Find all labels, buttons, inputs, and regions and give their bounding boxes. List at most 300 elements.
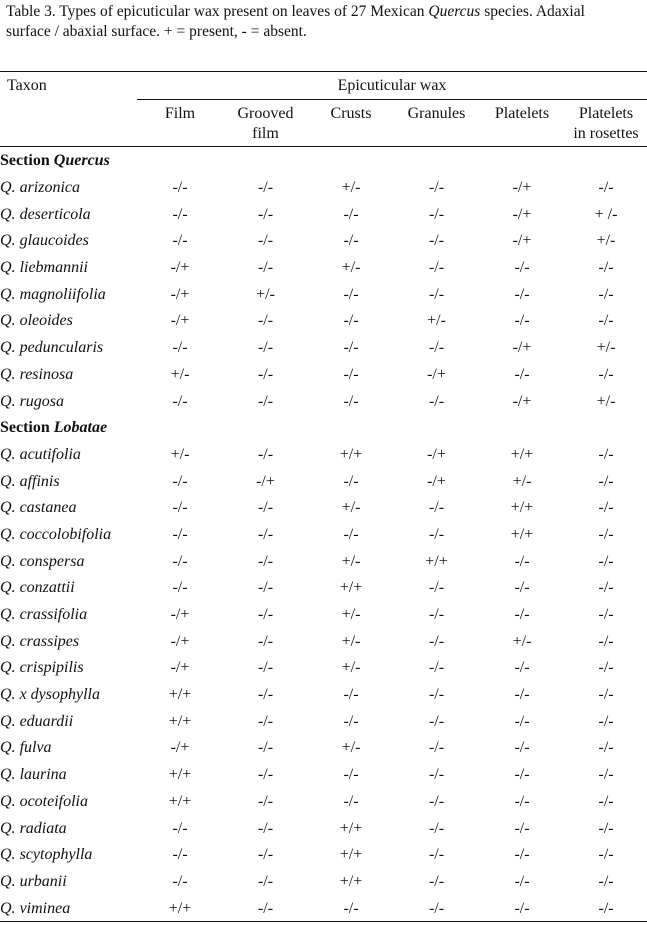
- taxon-genus: Q.: [0, 312, 16, 330]
- taxon-cell: [0, 388, 137, 415]
- table-row: [0, 281, 647, 308]
- value-cell: -/-: [598, 179, 614, 197]
- value-cell: -/-: [257, 766, 274, 784]
- table-row: [0, 628, 647, 655]
- value-cell: -/-: [343, 712, 359, 730]
- value-cell: +/-: [596, 339, 616, 357]
- epicuticular-wax-header: Epicuticular wax: [337, 77, 447, 94]
- value-cell: -/-: [172, 339, 188, 357]
- table-row: [0, 602, 647, 629]
- value-cell: -/-: [428, 579, 445, 597]
- column-header-granules: [394, 104, 479, 124]
- table-row: [0, 175, 647, 202]
- table-row: [0, 655, 647, 682]
- value-cell: -/-: [598, 686, 614, 704]
- value-cell: +/-: [341, 179, 361, 197]
- value-cell: +/-: [341, 739, 361, 757]
- table-row: [0, 495, 647, 522]
- column-header-line: Granules: [407, 105, 466, 122]
- taxon-genus: Q.: [0, 552, 16, 570]
- taxon-genus: Q.: [0, 579, 16, 597]
- value-cell: -/-: [428, 259, 445, 277]
- value-cell: -/-: [514, 659, 530, 677]
- taxon-genus: Q.: [0, 872, 16, 890]
- value-cell: -/-: [514, 312, 530, 330]
- value-cell: +/+: [168, 712, 192, 730]
- column-header-line: film: [252, 125, 279, 142]
- taxon-species: conspersa: [19, 552, 85, 570]
- table-row: [0, 308, 647, 335]
- taxon-genus: Q.: [0, 819, 16, 837]
- taxon-species: crassifolia: [19, 606, 88, 624]
- value-cell: -/-: [343, 205, 359, 223]
- table-row: [0, 575, 647, 602]
- taxon-cell: [0, 735, 137, 762]
- value-cell: -/-: [343, 899, 359, 917]
- taxon-genus: Q.: [0, 339, 16, 357]
- value-cell: -/-: [172, 579, 188, 597]
- table-row: [0, 548, 647, 575]
- value-cell: +/+: [339, 872, 363, 890]
- value-cell: +/+: [510, 445, 534, 463]
- value-cell: -/-: [598, 579, 614, 597]
- value-cell: -/+: [170, 659, 190, 677]
- value-cell: -/-: [257, 499, 274, 517]
- value-cell: -/-: [172, 552, 188, 570]
- value-cell: -/+: [427, 472, 446, 490]
- taxon-cell: [0, 762, 137, 789]
- taxon-cell: [0, 201, 137, 228]
- value-cell: +/-: [341, 499, 361, 517]
- value-cell: +/-: [341, 659, 361, 677]
- value-cell: -/-: [343, 766, 359, 784]
- value-cell: +/-: [512, 472, 532, 490]
- value-cell: -/-: [514, 552, 530, 570]
- taxon-species: oleoides: [19, 312, 73, 330]
- table-row: [0, 762, 647, 789]
- caption-line-2: surface / abaxial surface. + = present, - = absent.: [6, 23, 307, 40]
- taxon-species: viminea: [19, 899, 71, 917]
- taxon-species: affinis: [19, 472, 60, 490]
- value-cell: -/-: [257, 712, 274, 730]
- taxon-species: acutifolia: [19, 445, 81, 463]
- value-cell: -/-: [428, 659, 445, 677]
- taxon-genus: Q.: [0, 499, 16, 517]
- table-row: [0, 522, 647, 549]
- value-cell: -/+: [512, 205, 532, 223]
- value-cell: +/+: [168, 792, 192, 810]
- taxon-genus: Q.: [0, 205, 16, 223]
- taxon-species: radiata: [19, 819, 67, 837]
- table-row: [0, 362, 647, 389]
- value-cell: -/-: [257, 365, 274, 383]
- column-header-grooved-film: [223, 104, 308, 144]
- value-cell: -/-: [257, 205, 274, 223]
- value-cell: -/-: [257, 232, 274, 250]
- value-cell: -/-: [172, 205, 188, 223]
- value-cell: -/-: [514, 712, 530, 730]
- value-cell: +/-: [427, 312, 446, 330]
- value-cell: -/-: [257, 392, 274, 410]
- value-cell: -/-: [514, 606, 530, 624]
- taxon-genus: Q.: [0, 686, 16, 704]
- taxon-cell: [0, 442, 137, 469]
- taxon-cell: [0, 708, 137, 735]
- taxon-genus: Q.: [0, 392, 16, 410]
- taxon-genus: Q.: [0, 792, 16, 810]
- section-label: Section: [0, 419, 54, 437]
- value-cell: -/-: [598, 766, 614, 784]
- taxon-species: laurina: [19, 766, 67, 784]
- value-cell: -/-: [343, 472, 359, 490]
- value-cell: -/-: [514, 285, 530, 303]
- value-cell: -/-: [257, 606, 274, 624]
- value-cell: +/-: [256, 285, 275, 303]
- value-cell: -/+: [170, 285, 190, 303]
- value-cell: -/-: [343, 686, 359, 704]
- value-cell: -/+: [512, 339, 532, 357]
- value-cell: -/-: [428, 499, 445, 517]
- value-cell: -/-: [257, 312, 274, 330]
- value-cell: -/-: [428, 792, 445, 810]
- value-cell: -/-: [514, 846, 530, 864]
- taxon-genus: Q.: [0, 445, 16, 463]
- value-cell: -/-: [172, 179, 188, 197]
- value-cell: -/-: [343, 792, 359, 810]
- value-cell: -/-: [343, 365, 359, 383]
- caption-line-1: [6, 2, 646, 22]
- taxon-cell: [0, 228, 137, 255]
- value-cell: -/-: [428, 846, 445, 864]
- value-cell: -/-: [343, 339, 359, 357]
- value-cell: -/-: [428, 525, 445, 543]
- value-cell: -/-: [257, 739, 274, 757]
- value-cell: +/+: [339, 846, 363, 864]
- value-cell: + /-: [594, 205, 618, 223]
- column-header-film: [137, 104, 223, 124]
- taxon-cell: [0, 548, 137, 575]
- column-header-line: Crusts: [330, 105, 372, 122]
- table-row: [0, 682, 647, 709]
- taxon-genus: Q.: [0, 846, 16, 864]
- value-cell: -/-: [598, 552, 614, 570]
- value-cell: -/-: [172, 392, 188, 410]
- value-cell: -/-: [257, 259, 274, 277]
- table-row: [0, 789, 647, 816]
- value-cell: -/-: [172, 872, 188, 890]
- value-cell: -/+: [427, 365, 446, 383]
- value-cell: -/-: [428, 766, 445, 784]
- table-row: [0, 869, 647, 896]
- value-cell: -/-: [598, 872, 614, 890]
- caption-text: Table 3. Types of epicuticular wax present on leaves of 27 Mexican: [6, 3, 429, 20]
- value-cell: -/-: [428, 872, 445, 890]
- value-cell: +/-: [341, 606, 361, 624]
- taxon-genus: Q.: [0, 739, 16, 757]
- value-cell: -/-: [428, 285, 445, 303]
- value-cell: -/-: [172, 819, 188, 837]
- column-header-line: Film: [164, 105, 196, 122]
- value-cell: -/-: [598, 365, 614, 383]
- value-cell: -/-: [257, 819, 274, 837]
- taxon-genus: Q.: [0, 179, 16, 197]
- caption-text-end: species. Adaxial: [480, 3, 585, 20]
- table-row: [0, 735, 647, 762]
- top-rule: [0, 71, 647, 72]
- value-cell: -/-: [428, 819, 445, 837]
- value-cell: -/-: [257, 445, 274, 463]
- section-heading: [0, 415, 647, 442]
- value-cell: -/-: [257, 846, 274, 864]
- taxon-species: glaucoides: [19, 232, 89, 250]
- value-cell: -/-: [428, 686, 445, 704]
- value-cell: +/+: [339, 819, 363, 837]
- value-cell: -/-: [514, 259, 530, 277]
- taxon-species: crassipes: [19, 632, 80, 650]
- taxon-species: rugosa: [19, 392, 65, 410]
- taxon-cell: [0, 789, 137, 816]
- value-cell: +/-: [596, 392, 616, 410]
- value-cell: -/-: [598, 632, 614, 650]
- taxon-genus: Q.: [0, 472, 16, 490]
- value-cell: +/+: [168, 766, 192, 784]
- taxon-cell: [0, 655, 137, 682]
- taxon-genus: Q.: [0, 712, 16, 730]
- taxon-species: coccolobifolia: [19, 525, 112, 543]
- value-cell: -/-: [172, 525, 188, 543]
- value-cell: -/-: [428, 739, 445, 757]
- value-cell: -/-: [172, 846, 188, 864]
- value-cell: -/-: [514, 739, 530, 757]
- taxon-cell: [0, 602, 137, 629]
- value-cell: +/-: [170, 445, 190, 463]
- value-cell: +/-: [341, 259, 361, 277]
- taxon-species: peduncularis: [19, 339, 104, 357]
- value-cell: -/-: [257, 579, 274, 597]
- taxon-cell: [0, 869, 137, 896]
- table-row: [0, 255, 647, 282]
- taxon-species: magnoliifolia: [19, 285, 106, 303]
- value-cell: +/+: [510, 525, 534, 543]
- value-cell: -/-: [257, 552, 274, 570]
- taxon-species: urbanii: [19, 872, 67, 890]
- taxon-header: Taxon: [7, 77, 47, 94]
- taxon-cell: [0, 308, 137, 335]
- section-heading: [0, 148, 647, 175]
- table-row: [0, 442, 647, 469]
- value-cell: -/-: [257, 686, 274, 704]
- value-cell: -/-: [598, 659, 614, 677]
- taxon-cell: [0, 468, 137, 495]
- value-cell: -/-: [428, 232, 445, 250]
- value-cell: +/+: [510, 499, 534, 517]
- column-header-line: Platelets: [578, 105, 634, 122]
- table-row: [0, 388, 647, 415]
- taxon-genus: Q.: [0, 285, 16, 303]
- taxon-species: castanea: [19, 499, 77, 517]
- value-cell: -/-: [598, 606, 614, 624]
- taxon-cell: [0, 255, 137, 282]
- taxon-species: deserticola: [19, 205, 91, 223]
- table-row: [0, 228, 647, 255]
- value-cell: -/-: [598, 445, 614, 463]
- value-cell: -/+: [427, 445, 446, 463]
- value-cell: -/-: [172, 472, 188, 490]
- value-cell: +/+: [168, 686, 192, 704]
- value-cell: +/+: [168, 899, 192, 917]
- taxon-cell: [0, 895, 137, 922]
- value-cell: -/-: [428, 179, 445, 197]
- taxon-species: fulva: [19, 739, 52, 757]
- value-cell: -/-: [598, 285, 614, 303]
- value-cell: -/-: [598, 819, 614, 837]
- value-cell: -/+: [170, 312, 190, 330]
- taxon-species: arizonica: [19, 179, 81, 197]
- value-cell: +/-: [596, 232, 616, 250]
- table-row: [0, 708, 647, 735]
- taxon-cell: [0, 175, 137, 202]
- value-cell: -/-: [257, 339, 274, 357]
- taxon-cell: [0, 842, 137, 869]
- taxon-cell: [0, 682, 137, 709]
- value-cell: -/-: [257, 792, 274, 810]
- taxon-cell: [0, 575, 137, 602]
- taxon-species: liebmannii: [19, 259, 88, 277]
- value-cell: -/-: [598, 712, 614, 730]
- value-cell: -/-: [514, 792, 530, 810]
- value-cell: +/-: [341, 632, 361, 650]
- value-cell: -/-: [343, 392, 359, 410]
- value-cell: -/+: [170, 259, 190, 277]
- value-cell: +/+: [339, 579, 363, 597]
- column-header-crusts: [308, 104, 394, 124]
- taxon-cell: [0, 628, 137, 655]
- value-cell: -/-: [514, 819, 530, 837]
- section-name: Lobatae: [53, 419, 108, 437]
- taxon-cell: [0, 522, 137, 549]
- value-cell: -/-: [598, 792, 614, 810]
- value-cell: -/+: [256, 472, 275, 490]
- taxon-species: crispipilis: [19, 659, 84, 677]
- value-cell: -/-: [428, 339, 445, 357]
- value-cell: -/-: [428, 632, 445, 650]
- value-cell: +/+: [339, 445, 363, 463]
- caption-genus: Quercus: [428, 3, 481, 20]
- value-cell: +/-: [170, 365, 190, 383]
- value-cell: +/-: [512, 632, 532, 650]
- taxon-genus: Q.: [0, 606, 16, 624]
- value-cell: -/-: [428, 392, 445, 410]
- table-row: [0, 815, 647, 842]
- taxon-cell: [0, 495, 137, 522]
- section-row: [0, 148, 647, 175]
- value-cell: -/-: [343, 312, 359, 330]
- table-row: [0, 201, 647, 228]
- column-header-line: Grooved: [237, 105, 294, 122]
- value-cell: -/-: [514, 579, 530, 597]
- taxon-species: x dysophylla: [19, 686, 100, 704]
- value-cell: -/-: [514, 365, 530, 383]
- group-header-rule: [137, 99, 647, 100]
- section-row: [0, 415, 647, 442]
- taxon-species: scytophylla: [19, 846, 93, 864]
- table-row: [0, 842, 647, 869]
- taxon-cell: [0, 362, 137, 389]
- value-cell: -/-: [428, 606, 445, 624]
- taxon-cell: [0, 335, 137, 362]
- header-bottom-rule: [0, 146, 647, 147]
- value-cell: -/-: [514, 872, 530, 890]
- taxon-genus: Q.: [0, 899, 16, 917]
- value-cell: -/-: [514, 766, 530, 784]
- value-cell: -/-: [598, 525, 614, 543]
- value-cell: -/-: [257, 872, 274, 890]
- taxon-genus: Q.: [0, 659, 16, 677]
- section-name: Quercus: [53, 152, 110, 170]
- value-cell: -/-: [257, 659, 274, 677]
- taxon-genus: Q.: [0, 525, 16, 543]
- value-cell: -/-: [598, 739, 614, 757]
- value-cell: -/-: [598, 312, 614, 330]
- value-cell: +/-: [341, 552, 361, 570]
- column-header-platelets: [479, 104, 565, 124]
- wax-table: [0, 148, 647, 922]
- value-cell: -/-: [343, 525, 359, 543]
- value-cell: -/+: [170, 739, 190, 757]
- value-cell: -/-: [172, 499, 188, 517]
- taxon-species: eduardii: [19, 712, 74, 730]
- taxon-genus: Q.: [0, 232, 16, 250]
- column-header-line: Platelets: [494, 105, 550, 122]
- value-cell: +/+: [425, 552, 448, 570]
- value-cell: -/-: [428, 205, 445, 223]
- taxon-cell: [0, 815, 137, 842]
- taxon-species: conzattii: [19, 579, 75, 597]
- value-cell: -/-: [598, 499, 614, 517]
- value-cell: -/+: [512, 232, 532, 250]
- section-label: Section: [0, 152, 54, 170]
- taxon-species: ocoteifolia: [19, 792, 88, 810]
- taxon-species: resinosa: [19, 365, 74, 383]
- value-cell: -/-: [172, 232, 188, 250]
- taxon-genus: Q.: [0, 766, 16, 784]
- table-row: [0, 468, 647, 495]
- table-caption: [6, 2, 646, 42]
- value-cell: -/-: [257, 899, 274, 917]
- value-cell: -/-: [343, 285, 359, 303]
- taxon-genus: Q.: [0, 632, 16, 650]
- column-header-line: in rosettes: [573, 125, 639, 142]
- value-cell: -/-: [428, 899, 445, 917]
- value-cell: -/+: [170, 632, 190, 650]
- value-cell: -/+: [512, 179, 532, 197]
- value-cell: -/+: [170, 606, 190, 624]
- value-cell: -/-: [598, 899, 614, 917]
- value-cell: -/-: [343, 232, 359, 250]
- table-row: [0, 335, 647, 362]
- column-header-platelets-in-rosettes: [565, 104, 647, 144]
- bottom-rule: [0, 921, 647, 922]
- value-cell: -/-: [598, 846, 614, 864]
- table-body: [0, 148, 647, 922]
- taxon-genus: Q.: [0, 259, 16, 277]
- value-cell: -/-: [257, 525, 274, 543]
- value-cell: -/-: [514, 686, 530, 704]
- table-row: [0, 895, 647, 922]
- value-cell: -/-: [257, 632, 274, 650]
- value-cell: -/-: [428, 712, 445, 730]
- value-cell: -/-: [257, 179, 274, 197]
